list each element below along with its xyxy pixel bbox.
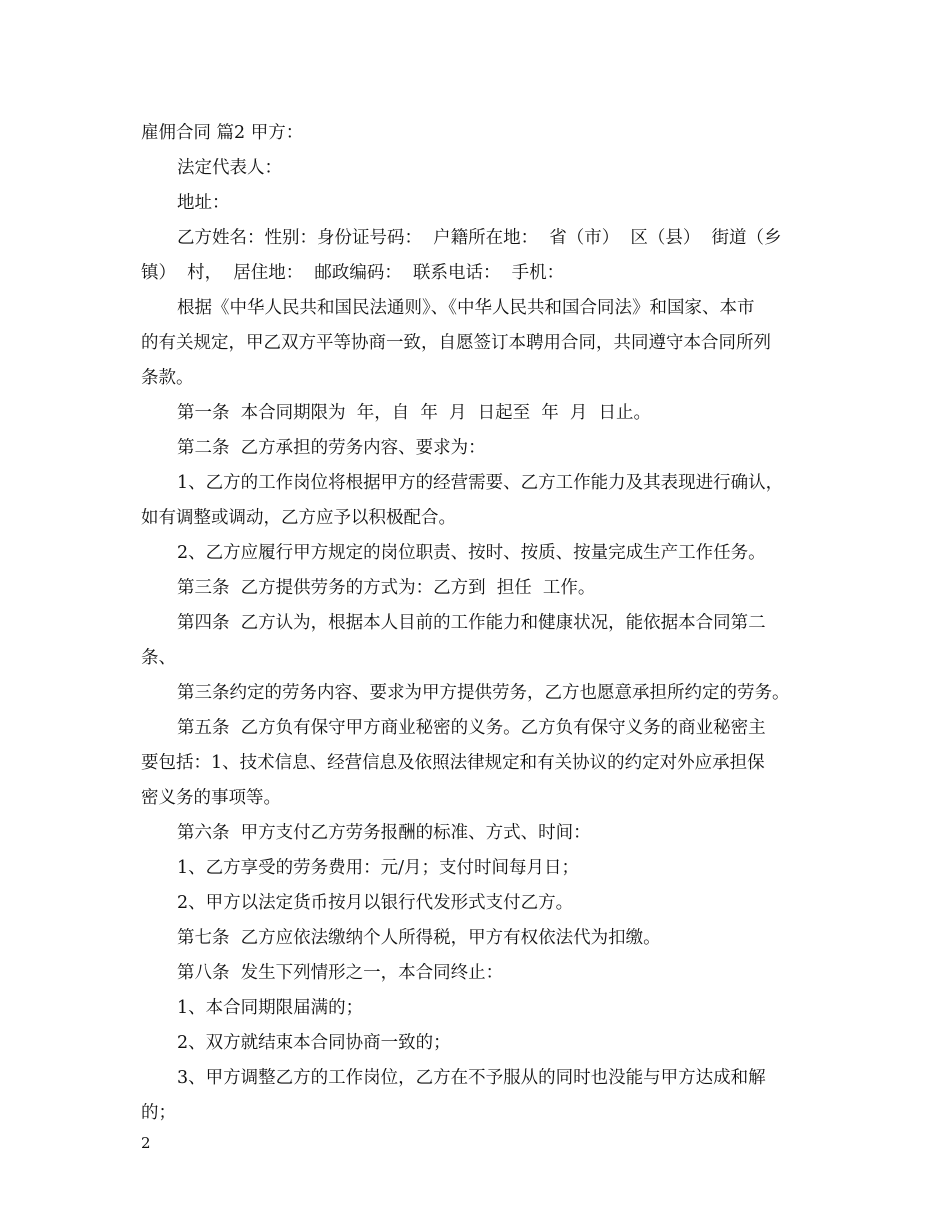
text-line: 第二条 乙方承担的劳务内容、要求为：	[177, 438, 486, 458]
page-number: 2	[141, 1134, 151, 1152]
text-line: 第八条 发生下列情形之一，本合同终止：	[177, 963, 504, 983]
text-line: 根据《中华人民共和国民法通则》、《中华人民共和国合同法》和国家、本市	[177, 298, 755, 318]
text-line: 2、甲方以法定货币按月以银行代发形式支付乙方。	[177, 893, 574, 913]
text-line: 第三条 乙方提供劳务的方式为：乙方到 担任 工作。	[177, 578, 596, 598]
text-line: 镇） 村， 居住地： 邮政编码： 联系电话： 手机：	[141, 263, 565, 283]
text-line: 第三条约定的劳务内容、要求为甲方提供劳务，乙方也愿意承担所约定的劳务。	[177, 683, 790, 703]
text-line: 的有关规定，甲乙双方平等协商一致，自愿签订本聘用合同，共同遵守本合同所列	[141, 333, 771, 353]
text-line: 2、乙方应履行甲方规定的岗位职责、按时、按质、按量完成生产工作任务。	[177, 543, 766, 563]
text-line: 地址：	[177, 193, 230, 213]
text-line: 条款。	[141, 368, 194, 388]
title-line: 雇佣合同 篇2 甲方：	[141, 123, 304, 143]
text-line: 如有调整或调动，乙方应予以积极配合。	[141, 508, 456, 528]
text-line: 第一条 本合同期限为 年，自 年 月 日起至 年 月 日止。	[177, 403, 652, 423]
text-line: 第五条 乙方负有保守甲方商业秘密的义务。乙方负有保守义务的商业秘密主	[177, 718, 766, 738]
text-line: 1、乙方的工作岗位将根据甲方的经营需要、乙方工作能力及其表现进行确认，	[177, 473, 784, 493]
text-line: 法定代表人：	[177, 158, 282, 178]
text-line: 第四条 乙方认为，根据本人目前的工作能力和健康状况，能依据本合同第二	[177, 613, 766, 633]
text-line: 第七条 乙方应依法缴纳个人所得税，甲方有权依法代为扣缴。	[177, 928, 661, 948]
text-line: 的；	[141, 1103, 176, 1123]
text-line: 密义务的事项等。	[141, 788, 281, 808]
text-line: 条、	[141, 648, 176, 668]
text-line: 要包括：1、技术信息、经营信息及依照法律规定和有关协议的约定对外应承担保	[141, 753, 765, 773]
text-line: 2、双方就结束本合同协商一致的；	[177, 1033, 451, 1053]
text-line: 1、乙方享受的劳务费用：元/月；支付时间每月日；	[177, 858, 580, 878]
text-line: 乙方姓名：性别：身份证号码： 户籍所在地： 省（市） 区（县） 街道（乡	[177, 228, 782, 248]
text-line: 3、甲方调整乙方的工作岗位，乙方在不予服从的同时也没能与甲方达成和解	[177, 1068, 766, 1088]
text-line: 第六条 甲方支付乙方劳务报酬的标准、方式、时间：	[177, 823, 591, 843]
text-line: 1、本合同期限届满的；	[177, 998, 364, 1018]
